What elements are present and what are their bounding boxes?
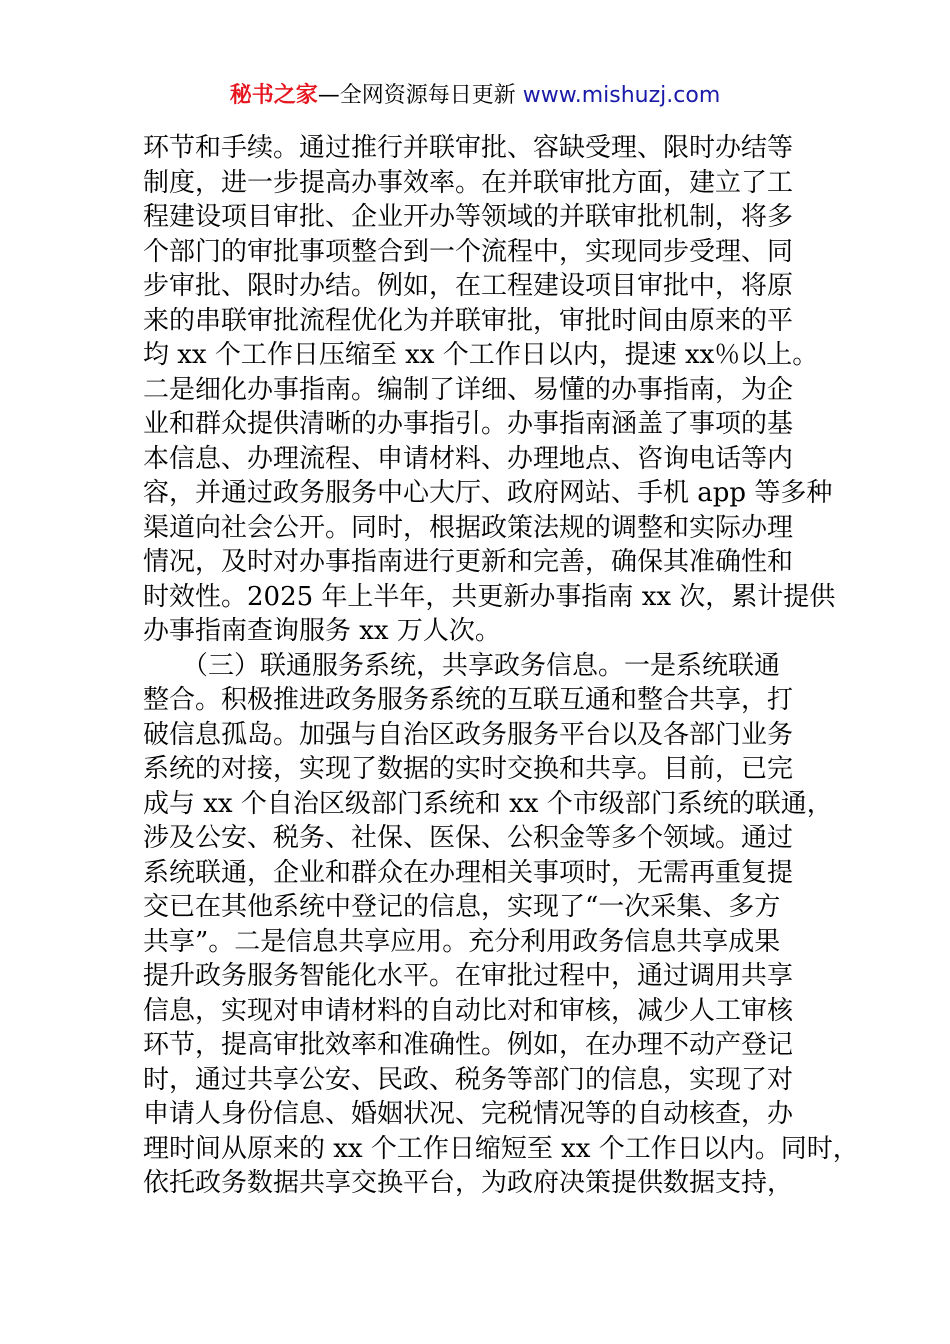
text-line: 步审批、限时办结。例如，在工程建设项目审批中，将原 bbox=[143, 271, 794, 301]
text-line: 交已在其他系统中登记的信息，实现了“一次采集、多方 bbox=[143, 892, 781, 922]
text-line: 信息，实现对申请材料的自动比对和审核，减少人工审核 bbox=[143, 995, 794, 1026]
text-line: 涉及公安、税务、社保、医保、公积金等多个领域。通过 bbox=[143, 823, 794, 853]
brand-name: 秘书之家 bbox=[229, 83, 318, 108]
text-line: 系统的对接，实现了数据的实时交换和共享。目前，已完 bbox=[143, 754, 794, 784]
header-tagline: —全网资源每日更新 bbox=[317, 83, 516, 108]
text-line: 破信息孤岛。加强与自治区政务服务平台以及各部门业务 bbox=[143, 719, 794, 750]
text-line: 来的串联审批流程优化为并联审批，审批时间由原来的平 bbox=[143, 305, 794, 336]
text-line: 二是细化办事指南。编制了详细、易懂的办事指南，为企 bbox=[143, 374, 794, 405]
text-line: 系统联通，企业和群众在办理相关事项时，无需再重复提 bbox=[143, 857, 794, 888]
text-line: 环节和手续。通过推行并联审批、容缺受理、限时办结等 bbox=[143, 133, 794, 163]
text-line: 个部门的审批事项整合到一个流程中，实现同步受理、同 bbox=[143, 236, 794, 267]
section-heading-line: （三）联通服务系统，共享政务信息。一是系统联通 bbox=[143, 650, 781, 681]
text-line: 依托政务数据共享交换平台，为政府决策提供数据支持， bbox=[143, 1168, 794, 1198]
text-line: 容，并通过政务服务中心大厅、政府网站、手机 app 等多种 bbox=[143, 478, 833, 508]
text-line: 提升政务服务智能化水平。在审批过程中，通过调用共享 bbox=[143, 961, 794, 991]
text-line: 业和群众提供清晰的办事指引。办事指南涵盖了事项的基 bbox=[143, 409, 794, 439]
document-body bbox=[143, 131, 859, 1201]
text-line: 理时间从原来的 xx 个工作日缩短至 xx 个工作日以内。同时， bbox=[143, 1133, 859, 1164]
text-line: 成与 xx 个自治区级部门系统和 xx 个市级部门系统的联通， bbox=[143, 788, 833, 819]
text-line: 申请人身份信息、婚姻状况、完税情况等的自动核查，办 bbox=[143, 1099, 794, 1129]
text-line: 均 xx 个工作日压缩至 xx 个工作日以内，提速 xx％以上。 bbox=[143, 340, 819, 370]
website-link[interactable]: www.mishuzj.com bbox=[522, 83, 721, 108]
text-line: 情况，及时对办事指南进行更新和完善，确保其准确性和 bbox=[143, 547, 794, 577]
text-line: 程建设项目审批、企业开办等领域的并联审批机制，将多 bbox=[143, 202, 794, 232]
text-line: 渠道向社会公开。同时，根据政策法规的调整和实际办理 bbox=[143, 512, 794, 543]
page-header bbox=[0, 80, 950, 112]
text-line: 本信息、办理流程、申请材料、办理地点、咨询电话等内 bbox=[143, 443, 794, 474]
text-line: 时效性。2025 年上半年，共更新办事指南 xx 次，累计提供 bbox=[143, 581, 836, 612]
text-line: 共享”。二是信息共享应用。充分利用政务信息共享成果 bbox=[143, 926, 781, 957]
text-line: 时，通过共享公安、民政、税务等部门的信息，实现了对 bbox=[143, 1064, 794, 1095]
text-line: 制度，进一步提高办事效率。在并联审批方面，建立了工 bbox=[143, 167, 794, 198]
text-line: 整合。积极推进政务服务系统的互联互通和整合共享，打 bbox=[143, 685, 794, 715]
text-line: 环节，提高审批效率和准确性。例如，在办理不动产登记 bbox=[143, 1030, 794, 1060]
text-line: 办事指南查询服务 xx 万人次。 bbox=[143, 616, 501, 646]
